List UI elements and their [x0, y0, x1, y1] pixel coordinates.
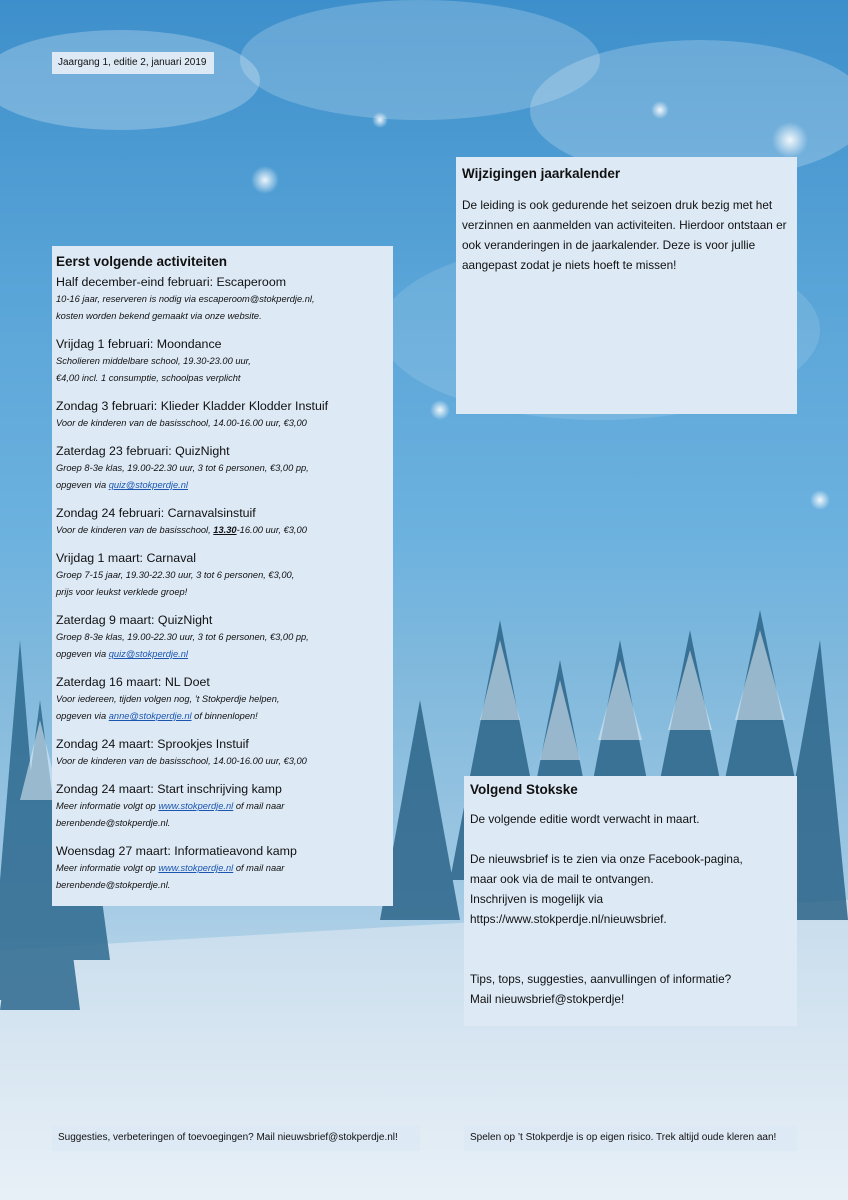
activity-description: Groep 8-3e klas, 19.00-22.30 uur, 3 tot 6 personen, €3,00 pp, opgeven via quiz@stokperdje.nl — [56, 632, 309, 659]
activity-description: Scholieren middelbare school, 19.30-23.00 uur, €4,00 incl. 1 consumptie, schoolpas verplicht — [56, 356, 251, 383]
next-issue-heading: Volgend Stokske — [470, 782, 578, 797]
activity-item — [56, 398, 389, 432]
activity-description: Voor de kinderen van de basisschool, 14.00-16.00 uur, €3,00 — [56, 418, 307, 428]
activities-panel — [52, 246, 393, 906]
issue-label: Jaargang 1, editie 2, januari 2019 — [52, 52, 214, 74]
activity-title: Vrijdag 1 maart: Carnaval — [56, 551, 197, 565]
activity-item — [56, 736, 389, 770]
activities-heading: Eerst volgende activiteiten — [56, 254, 228, 269]
activity-description: Groep 8-3e klas, 19.00-22.30 uur, 3 tot 6 personen, €3,00 pp, opgeven via quiz@stokperdje.nl — [56, 463, 309, 490]
activity-list — [56, 274, 389, 894]
activity-item — [56, 843, 389, 894]
activity-item — [56, 336, 389, 387]
activity-item — [56, 674, 389, 725]
activity-title: Zondag 24 maart: Start inschrijving kamp — [56, 782, 282, 796]
activity-item — [56, 612, 389, 663]
next-issue-body: De volgende editie wordt verwacht in maart. De nieuwsbrief is te zien via onze Facebook-pagina, maar ook via de mail te ontvangen. Inschrijven is mogelijk via https://www.stokperdje.nl/nieuwsbrief. Tips, tops, suggesties, aanvullingen of informatie? Mail nieuwsbrief@stokperdje! — [470, 812, 743, 1006]
footer-suggestions: Suggesties, verbeteringen of toevoegingen? Mail nieuwsbrief@stokperdje.nl! — [52, 1125, 420, 1151]
email-link[interactable]: quiz@stokperdje.nl — [108, 480, 188, 490]
activity-description: Meer informatie volgt op www.stokperdje.nl of mail naar berenbende@stokperdje.nl. — [56, 801, 285, 828]
activity-title: Zaterdag 23 februari: QuizNight — [56, 444, 230, 458]
email-link[interactable]: quiz@stokperdje.nl — [108, 649, 188, 659]
activity-title: Woensdag 27 maart: Informatieavond kamp — [56, 844, 297, 858]
calendar-body: De leiding is ook gedurende het seizoen druk bezig met het verzinnen en aanmelden van activiteiten. Hierdoor ontstaan er ook veranderingen in de jaarkalender. Deze is voor jullie aangepast zodat je niets hoeft te missen! — [462, 198, 787, 272]
activity-description: 10-16 jaar, reserveren is nodig via escaperoom@stokperdje.nl, kosten worden bekend gemaakt via onze website. — [56, 294, 315, 321]
activity-item — [56, 505, 389, 539]
activity-item — [56, 443, 389, 494]
activity-title: Zaterdag 9 maart: QuizNight — [56, 613, 213, 627]
activity-item — [56, 550, 389, 601]
email-link[interactable]: www.stokperdje.nl — [158, 863, 234, 873]
activity-description: Voor de kinderen van de basisschool, 14.00-16.00 uur, €3,00 — [56, 756, 307, 766]
footer-disclaimer: Spelen op ’t Stokperdje is op eigen risico. Trek altijd oude kleren aan! — [464, 1125, 797, 1151]
activity-title: Zondag 3 februari: Klieder Kladder Klodder Instuif — [56, 399, 329, 413]
next-issue-panel — [464, 776, 797, 1026]
activity-title: Zaterdag 16 maart: NL Doet — [56, 675, 210, 689]
activity-description: Groep 7-15 jaar, 19.30-22.30 uur, 3 tot 6 personen, €3,00, prijs voor leukst verklede groep! — [56, 570, 295, 597]
calendar-changes-panel — [456, 157, 797, 414]
email-link[interactable]: www.stokperdje.nl — [158, 801, 234, 811]
activity-title: Zondag 24 maart: Sprookjes Instuif — [56, 737, 249, 751]
activity-title: Zondag 24 februari: Carnavalsinstuif — [56, 506, 256, 520]
calendar-heading: Wijzigingen jaarkalender — [462, 166, 621, 181]
changed-time: 13.30 — [213, 525, 237, 535]
activity-description: Voor de kinderen van de basisschool, 13.30-16.00 uur, €3,00 — [56, 525, 307, 535]
email-link[interactable]: anne@stokperdje.nl — [108, 711, 192, 721]
activity-description: Meer informatie volgt op www.stokperdje.nl of mail naar berenbende@stokperdje.nl. — [56, 863, 285, 890]
activity-title: Half december-eind februari: Escaperoom — [56, 275, 287, 289]
activity-item — [56, 781, 389, 832]
activity-item — [56, 274, 389, 325]
activity-description: Voor iedereen, tijden volgen nog, ’t Stokperdje helpen, opgeven via anne@stokperdje.nl of binnenlopen! — [56, 694, 280, 721]
activity-title: Vrijdag 1 februari: Moondance — [56, 337, 222, 351]
